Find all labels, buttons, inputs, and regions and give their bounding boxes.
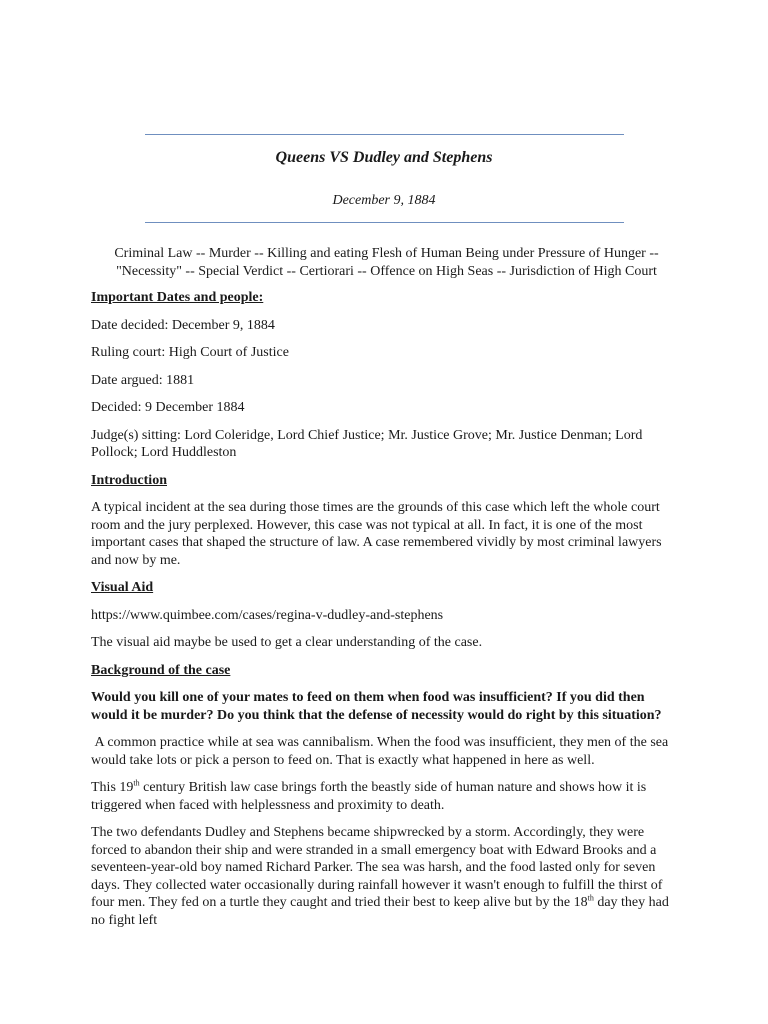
subject-line-2: "Necessity" -- Special Verdict -- Certiorari -- Offence on High Seas -- Jurisdiction of High Court <box>116 263 657 279</box>
introduction-heading: Introduction <box>91 472 167 488</box>
date-argued: Date argued: 1881 <box>91 372 195 388</box>
subject-line-1: Criminal Law -- Murder -- Killing and eating Flesh of Human Being under Pressure of Hunger -- <box>114 246 659 261</box>
background-paragraph-1: A common practice while at sea was cannibalism. When the food was insufficient, they men of the sea would take lots or pick a person to feed on. That is exactly what happened in here as well. <box>91 735 672 768</box>
para2-start: This 19 <box>91 780 134 795</box>
para3-start: The two defendants Dudley and Stephens became shipwrecked by a storm. Accordingly, they were forced to abandon their ship and were stranded in a small emergency boat with Edward Brooks and a seventeen-year-old boy named Richard Parker. The sea was harsh, and the food lasted only for seven days. They collected water occasionally during rainfall however it wasn't enough to fulfill the thirst of four men. They fed on a turtle they caught and tried their best to keep alive but by the 18 <box>91 825 663 910</box>
judges-sitting: Judge(s) sitting: Lord Coleridge, Lord Chief Justice; Mr. Justice Grove; Mr. Justice Denman; Lord Pollock; Lord Huddleston <box>91 427 643 460</box>
background-paragraph-3 <box>91 824 682 929</box>
para3-superscript: th <box>587 893 594 903</box>
date-decided: Date decided: December 9, 1884 <box>91 317 275 333</box>
background-question: Would you kill one of your mates to feed on them when food was insufficient? If you did then would it be murder? Do you think that the defense of necessity would do right by this situation? <box>91 690 662 723</box>
document-title: Queens VS Dudley and Stephens <box>275 149 493 166</box>
visual-aid-link[interactable]: https://www.quimbee.com/cases/regina-v-dudley-and-stephens <box>91 607 444 623</box>
para2-superscript: th <box>133 778 140 788</box>
para2-rest: century British law case brings forth the beastly side of human nature and shows how it is triggered when faced with helplessness and proximity to death. <box>91 780 647 813</box>
ruling-court: Ruling court: High Court of Justice <box>91 345 289 360</box>
bottom-divider <box>145 222 624 223</box>
background-heading: Background of the case <box>91 662 231 678</box>
para3-rest: day they had no fight left <box>91 895 669 928</box>
document-body <box>91 245 682 939</box>
subject-line <box>71 245 702 280</box>
visual-aid-text: The visual aid maybe be used to get a clear understanding of the case. <box>91 635 483 650</box>
important-dates-heading: Important Dates and people: <box>91 290 264 305</box>
visual-aid-heading: Visual Aid <box>91 580 154 595</box>
document-date: December 9, 1884 <box>332 193 436 208</box>
top-divider <box>145 134 624 135</box>
introduction-text: A typical incident at the sea during those times are the grounds of this case which left the whole court room and the jury perplexed. However, this case was not typical at all. In fact, it is one of the most important cases that shaped the structure of law. A case remembered vividly by most criminal lawyers and now by me. <box>91 500 662 568</box>
decided: Decided: 9 December 1884 <box>91 400 245 415</box>
background-paragraph-2 <box>91 779 682 814</box>
